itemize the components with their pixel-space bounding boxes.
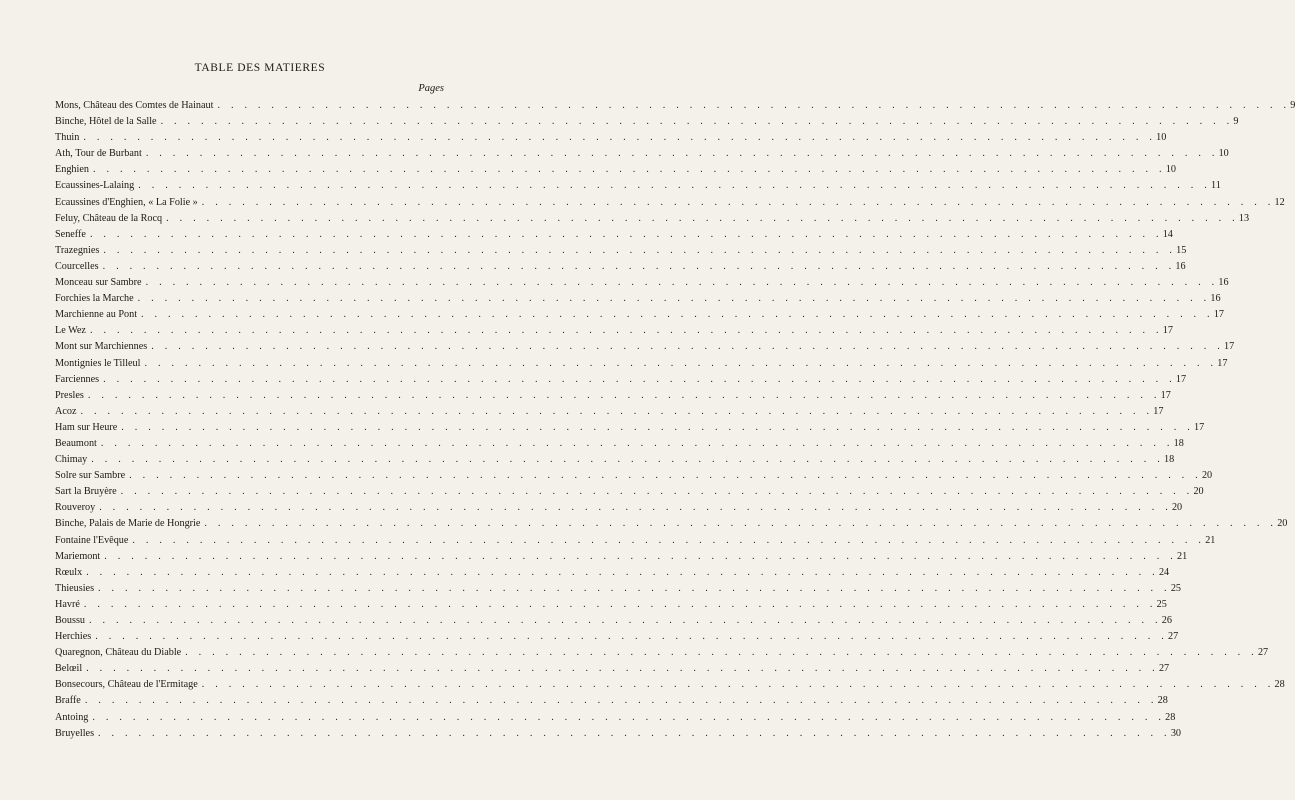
toc-entry-page-number: 17 [1162, 325, 1173, 337]
toc-entry [55, 500, 1183, 516]
toc-entry-page-number: 20 [1277, 518, 1288, 530]
toc-entry-label: Feluy, Château de la Rocq [55, 211, 166, 227]
toc-entry-label: Thieusies [55, 581, 98, 597]
toc-entry-page-number: 17 [1217, 357, 1228, 369]
toc-entry-page-number: 9 [1290, 100, 1295, 111]
toc-entry-page-number: 27 [1167, 631, 1179, 643]
toc-entry [55, 227, 1173, 243]
toc-entry-page-number: 26 [1161, 615, 1172, 626]
toc-entry-label: Rœulx [55, 565, 86, 581]
dot-leader: . . . . . . . . . . . . . . . . . . . . . . . . . . . . . . . . . . . . . . . . . . . . . . . . . . . . . . . . . . . . . . . . . . . . . . . . . . . . . . . . [151, 341, 1225, 353]
toc-entry-page-number: 10 [1165, 164, 1176, 176]
toc-entry [55, 162, 1176, 178]
toc-entry-label: Presles [55, 388, 88, 404]
toc-entry-page-number: 17 [1160, 389, 1171, 401]
toc-entry [55, 178, 1221, 194]
toc-entry [55, 452, 1175, 468]
toc-entry [55, 581, 1181, 597]
toc-entry-page-number: 27 [1158, 663, 1170, 675]
toc-entry-page-number: 13 [1238, 212, 1250, 224]
toc-entry [55, 275, 1229, 291]
dot-leader: . . . . . . . . . . . . . . . . . . . . . . . . . . . . . . . . . . . . . . . . . . . . . . . . . . . . . . . . . . . . . . . . . . . . . . . . . . . . . . . . [95, 631, 1168, 643]
toc-entry-page-number: 18 [1173, 437, 1184, 449]
toc-entry [55, 146, 1229, 162]
toc-entry [55, 661, 1170, 677]
toc-entry-page-number: 16 [1218, 277, 1229, 289]
dot-leader: . . . . . . . . . . . . . . . . . . . . . . . . . . . . . . . . . . . . . . . . . . . . . . . . . . . . . . . . . . . . . . . . . . . . . . . . . . . . . . . . [121, 421, 1194, 433]
toc-entry-page-number: 20 [1201, 470, 1213, 482]
dot-leader: . . . . . . . . . . . . . . . . . . . . . . . . . . . . . . . . . . . . . . . . . . . . . . . . . . . . . . . . . . . . . . . . . . . . . . . . . . . . . . . . [145, 148, 1219, 160]
dot-leader: . . . . . . . . . . . . . . . . . . . . . . . . . . . . . . . . . . . . . . . . . . . . . . . . . . . . . . . . . . . . . . . . . . . . . . . . . . . . . . . . [89, 615, 1162, 626]
toc-entry-page-number: 20 [1193, 486, 1204, 498]
toc-entry-label: Chimay [55, 452, 91, 468]
toc-entry [55, 693, 1168, 709]
toc-entry-label: Boussu [55, 613, 89, 629]
dot-leader: . . . . . . . . . . . . . . . . . . . . . . . . . . . . . . . . . . . . . . . . . . . . . . . . . . . . . . . . . . . . . . . . . . . . . . . . . . . . . . . . [86, 663, 1159, 675]
toc-entry-label: Braffe [55, 693, 85, 709]
toc-entry-label: Havré [55, 597, 84, 613]
toc-entry [55, 565, 1170, 581]
toc-entry [55, 291, 1221, 307]
dot-leader: . . . . . . . . . . . . . . . . . . . . . . . . . . . . . . . . . . . . . . . . . . . . . . . . . . . . . . . . . . . . . . . . . . . . . . . . . . . . . . . . [166, 212, 1239, 224]
dot-leader: . . . . . . . . . . . . . . . . . . . . . . . . . . . . . . . . . . . . . . . . . . . . . . . . . . . . . . . . . . . . . . . . . . . . . . . . . . . . . . . . [100, 437, 1174, 449]
dot-leader: . . . . . . . . . . . . . . . . . . . . . . . . . . . . . . . . . . . . . . . . . . . . . . . . . . . . . . . . . . . . . . . . . . . . . . . . . . . . . . . . [83, 132, 1157, 144]
toc-entry-label: Sart la Bruyère [55, 484, 121, 500]
dot-leader: . . . . . . . . . . . . . . . . . . . . . . . . . . . . . . . . . . . . . . . . . . . . . . . . . . . . . . . . . . . . . . . . . . . . . . . . . . . . . . . . [98, 727, 1171, 739]
toc-entry-label: Ham sur Heure [55, 420, 121, 436]
toc-entry-page-number: 17 [1224, 341, 1235, 353]
pages-column-header: Pages [418, 83, 444, 94]
toc-entry [55, 323, 1173, 339]
dot-leader: . . . . . . . . . . . . . . . . . . . . . . . . . . . . . . . . . . . . . . . . . . . . . . . . . . . . . . . . . . . . . . . . . . . . . . . . . . . . . . . . [120, 486, 1194, 498]
toc-entry-page-number: 25 [1170, 582, 1181, 594]
dot-leader: . . . . . . . . . . . . . . . . . . . . . . . . . . . . . . . . . . . . . . . . . . . . . . . . . . . . . . . . . . . . . . . . . . . . . . . . . . . . . . . . [103, 373, 1176, 385]
toc-entry-label: Courcelles [55, 259, 103, 275]
toc-entry-label: Binche, Palais de Marie de Hongrie [55, 516, 204, 532]
toc-entry-page-number: 16 [1210, 293, 1221, 305]
toc-entry-label: Antoing [55, 710, 92, 726]
table-of-contents [55, 98, 1295, 742]
toc-entry-page-number: 17 [1213, 309, 1224, 321]
dot-leader: . . . . . . . . . . . . . . . . . . . . . . . . . . . . . . . . . . . . . . . . . . . . . . . . . . . . . . . . . . . . . . . . . . . . . . . . . . . . . . . . [102, 260, 1176, 272]
dot-leader: . . . . . . . . . . . . . . . . . . . . . . . . . . . . . . . . . . . . . . . . . . . . . . . . . . . . . . . . . . . . . . . . . . . . . . . . . . . . . . . . [141, 309, 1214, 321]
toc-entry [55, 468, 1213, 484]
toc-entry [55, 114, 1239, 130]
toc-entry-page-number: 25 [1156, 598, 1167, 610]
toc-entry [55, 404, 1164, 420]
toc-entry [55, 339, 1235, 355]
toc-entry-page-number: 10 [1156, 132, 1167, 144]
toc-entry [55, 677, 1285, 693]
dot-leader: . . . . . . . . . . . . . . . . . . . . . . . . . . . . . . . . . . . . . . . . . . . . . . . . . . . . . . . . . . . . . . . . . . . . . . . . . . . . . . . . [89, 228, 1163, 240]
toc-entry-label: Ath, Tour de Burbant [55, 146, 146, 162]
toc-entry-page-number: 30 [1170, 727, 1181, 739]
toc-entry-page-number: 14 [1162, 228, 1173, 240]
toc-entry [55, 613, 1172, 629]
toc-entry-label: Le Wez [55, 323, 90, 339]
dot-leader: . . . . . . . . . . . . . . . . . . . . . . . . . . . . . . . . . . . . . . . . . . . . . . . . . . . . . . . . . . . . . . . . . . . . . . . . . . . . . . . . [99, 502, 1172, 514]
toc-entry [55, 436, 1184, 452]
toc-entry-page-number: 17 [1153, 405, 1164, 417]
dot-leader: . . . . . . . . . . . . . . . . . . . . . . . . . . . . . . . . . . . . . . . . . . . . . . . . . . . . . . . . . . . . . . . . . . . . . . . . . . . . . . . . [217, 100, 1291, 111]
toc-entry-page-number: 27 [1257, 647, 1269, 659]
dot-leader: . . . . . . . . . . . . . . . . . . . . . . . . . . . . . . . . . . . . . . . . . . . . . . . . . . . . . . . . . . . . . . . . . . . . . . . . . . . . . . . . [129, 470, 1202, 482]
toc-entry-label: Mont sur Marchiennes [55, 339, 151, 355]
dot-leader: . . . . . . . . . . . . . . . . . . . . . . . . . . . . . . . . . . . . . . . . . . . . . . . . . . . . . . . . . . . . . . . . . . . . . . . . . . . . . . . . [160, 116, 1234, 128]
toc-entry-page-number: 21 [1205, 534, 1216, 546]
dot-leader: . . . . . . . . . . . . . . . . . . . . . . . . . . . . . . . . . . . . . . . . . . . . . . . . . . . . . . . . . . . . . . . . . . . . . . . . . . . . . . . . [80, 405, 1154, 417]
toc-entry-label: Trazegnies [55, 243, 103, 259]
toc-entry-page-number: 16 [1175, 260, 1186, 272]
toc-entry [55, 98, 1295, 114]
dot-leader: . . . . . . . . . . . . . . . . . . . . . . . . . . . . . . . . . . . . . . . . . . . . . . . . . . . . . . . . . . . . . . . . . . . . . . . . . . . . . . . . [89, 325, 1163, 337]
toc-entry-page-number: 28 [1274, 679, 1285, 691]
dot-leader: . . . . . . . . . . . . . . . . . . . . . . . . . . . . . . . . . . . . . . . . . . . . . . . . . . . . . . . . . . . . . . . . . . . . . . . . . . . . . . . . [83, 598, 1157, 610]
toc-entry-label: Forchies la Marche [55, 291, 138, 307]
toc-entry [55, 516, 1288, 532]
dot-leader: . . . . . . . . . . . . . . . . . . . . . . . . . . . . . . . . . . . . . . . . . . . . . . . . . . . . . . . . . . . . . . . . . . . . . . . . . . . . . . . . [137, 293, 1211, 305]
dot-leader: . . . . . . . . . . . . . . . . . . . . . . . . . . . . . . . . . . . . . . . . . . . . . . . . . . . . . . . . . . . . . . . . . . . . . . . . . . . . . . . . [86, 566, 1159, 578]
toc-entry [55, 645, 1269, 661]
toc-entry [55, 356, 1228, 372]
toc-entry-label: Quaregnon, Château du Diable [55, 645, 185, 661]
toc-entry [55, 484, 1204, 500]
dot-leader: . . . . . . . . . . . . . . . . . . . . . . . . . . . . . . . . . . . . . . . . . . . . . . . . . . . . . . . . . . . . . . . . . . . . . . . . . . . . . . . . [92, 164, 1166, 176]
dot-leader: . . . . . . . . . . . . . . . . . . . . . . . . . . . . . . . . . . . . . . . . . . . . . . . . . . . . . . . . . . . . . . . . . . . . . . . . . . . . . . . . [185, 647, 1258, 659]
toc-entry [55, 243, 1187, 259]
toc-entry-label: Rouveroy [55, 500, 99, 516]
toc-entry-label: Belœil [55, 661, 86, 677]
toc-entry [55, 629, 1179, 645]
dot-leader: . . . . . . . . . . . . . . . . . . . . . . . . . . . . . . . . . . . . . . . . . . . . . . . . . . . . . . . . . . . . . . . . . . . . . . . . . . . . . . . . [84, 695, 1158, 707]
toc-entry [55, 130, 1167, 146]
dot-leader: . . . . . . . . . . . . . . . . . . . . . . . . . . . . . . . . . . . . . . . . . . . . . . . . . . . . . . . . . . . . . . . . . . . . . . . . . . . . . . . . [91, 454, 1165, 466]
toc-entry-label: Enghien [55, 162, 93, 178]
dot-leader: . . . . . . . . . . . . . . . . . . . . . . . . . . . . . . . . . . . . . . . . . . . . . . . . . . . . . . . . . . . . . . . . . . . . . . . . . . . . . . . . [144, 357, 1218, 369]
toc-entry-label: Farciennes [55, 372, 103, 388]
toc-entry-page-number: 20 [1171, 502, 1183, 514]
toc-entry-label: Solre sur Sambre [55, 468, 129, 484]
toc-entry-page-number: 9 [1233, 116, 1239, 128]
toc-entry [55, 533, 1216, 549]
toc-entry-label: Monceau sur Sambre [55, 275, 146, 291]
toc-entry [55, 388, 1171, 404]
toc-entry-label: Mariemont [55, 549, 104, 565]
toc-entry [55, 549, 1188, 565]
toc-entry-page-number: 28 [1157, 695, 1168, 707]
toc-entry-label: Herchies [55, 629, 95, 645]
toc-entry [55, 597, 1167, 613]
dot-leader: . . . . . . . . . . . . . . . . . . . . . . . . . . . . . . . . . . . . . . . . . . . . . . . . . . . . . . . . . . . . . . . . . . . . . . . . . . . . . . . . [138, 180, 1211, 192]
toc-entry-page-number: 17 [1194, 421, 1205, 433]
toc-entry [55, 372, 1187, 388]
toc-entry-label: Ecaussines-Lalaing [55, 178, 138, 194]
dot-leader: . . . . . . . . . . . . . . . . . . . . . . . . . . . . . . . . . . . . . . . . . . . . . . . . . . . . . . . . . . . . . . . . . . . . . . . . . . . . . . . . [204, 518, 1278, 530]
toc-entry-label: Acoz [55, 404, 81, 420]
toc-entry-page-number: 24 [1158, 566, 1170, 578]
toc-entry-page-number: 10 [1218, 148, 1229, 160]
toc-entry-page-number: 18 [1164, 454, 1175, 466]
toc-entry [55, 195, 1285, 211]
toc-entry-page-number: 15 [1176, 244, 1187, 256]
dot-leader: . . . . . . . . . . . . . . . . . . . . . . . . . . . . . . . . . . . . . . . . . . . . . . . . . . . . . . . . . . . . . . . . . . . . . . . . . . . . . . . . [201, 679, 1275, 691]
toc-entry-label: Ecaussines d'Enghien, « La Folie » [55, 195, 202, 211]
toc-entry-label: Fontaine l'Evêque [55, 533, 132, 549]
dot-leader: . . . . . . . . . . . . . . . . . . . . . . . . . . . . . . . . . . . . . . . . . . . . . . . . . . . . . . . . . . . . . . . . . . . . . . . . . . . . . . . . [104, 550, 1178, 562]
toc-entry [55, 259, 1186, 275]
toc-entry-label: Binche, Hôtel de la Salle [55, 114, 161, 130]
toc-entry-page-number: 17 [1175, 373, 1187, 385]
toc-entry-page-number: 21 [1177, 550, 1188, 562]
toc-entry-page-number: 28 [1165, 711, 1176, 723]
dot-leader: . . . . . . . . . . . . . . . . . . . . . . . . . . . . . . . . . . . . . . . . . . . . . . . . . . . . . . . . . . . . . . . . . . . . . . . . . . . . . . . . [145, 277, 1219, 289]
toc-entry-label: Montignies le Tilleul [55, 356, 144, 372]
dot-leader: . . . . . . . . . . . . . . . . . . . . . . . . . . . . . . . . . . . . . . . . . . . . . . . . . . . . . . . . . . . . . . . . . . . . . . . . . . . . . . . . [98, 582, 1171, 594]
dot-leader: . . . . . . . . . . . . . . . . . . . . . . . . . . . . . . . . . . . . . . . . . . . . . . . . . . . . . . . . . . . . . . . . . . . . . . . . . . . . . . . . [132, 534, 1206, 546]
toc-entry-label: Bonsecours, Château de l'Ermitage [55, 677, 202, 693]
toc-entry [55, 726, 1181, 742]
dot-leader: . . . . . . . . . . . . . . . . . . . . . . . . . . . . . . . . . . . . . . . . . . . . . . . . . . . . . . . . . . . . . . . . . . . . . . . . . . . . . . . . [103, 244, 1177, 256]
dot-leader: . . . . . . . . . . . . . . . . . . . . . . . . . . . . . . . . . . . . . . . . . . . . . . . . . . . . . . . . . . . . . . . . . . . . . . . . . . . . . . . . [201, 196, 1275, 208]
toc-entry [55, 307, 1224, 323]
page-title: TABLE DES MATIERES [194, 62, 326, 74]
toc-entry [55, 710, 1176, 726]
toc-entry-label: Mons, Château des Comtes de Hainaut [55, 98, 217, 114]
toc-entry-label: Bruyelles [55, 726, 98, 742]
toc-entry-label: Thuin [55, 130, 83, 146]
toc-entry-page-number: 11 [1210, 180, 1221, 192]
toc-entry-label: Marchienne au Pont [55, 307, 141, 323]
toc-entry-page-number: 12 [1274, 196, 1285, 208]
toc-entry [55, 420, 1205, 436]
dot-leader: . . . . . . . . . . . . . . . . . . . . . . . . . . . . . . . . . . . . . . . . . . . . . . . . . . . . . . . . . . . . . . . . . . . . . . . . . . . . . . . . [87, 389, 1161, 401]
toc-entry-label: Beaumont [55, 436, 101, 452]
toc-entry [55, 211, 1250, 227]
toc-entry-label: Seneffe [55, 227, 90, 243]
dot-leader: . . . . . . . . . . . . . . . . . . . . . . . . . . . . . . . . . . . . . . . . . . . . . . . . . . . . . . . . . . . . . . . . . . . . . . . . . . . . . . . . [92, 711, 1166, 723]
